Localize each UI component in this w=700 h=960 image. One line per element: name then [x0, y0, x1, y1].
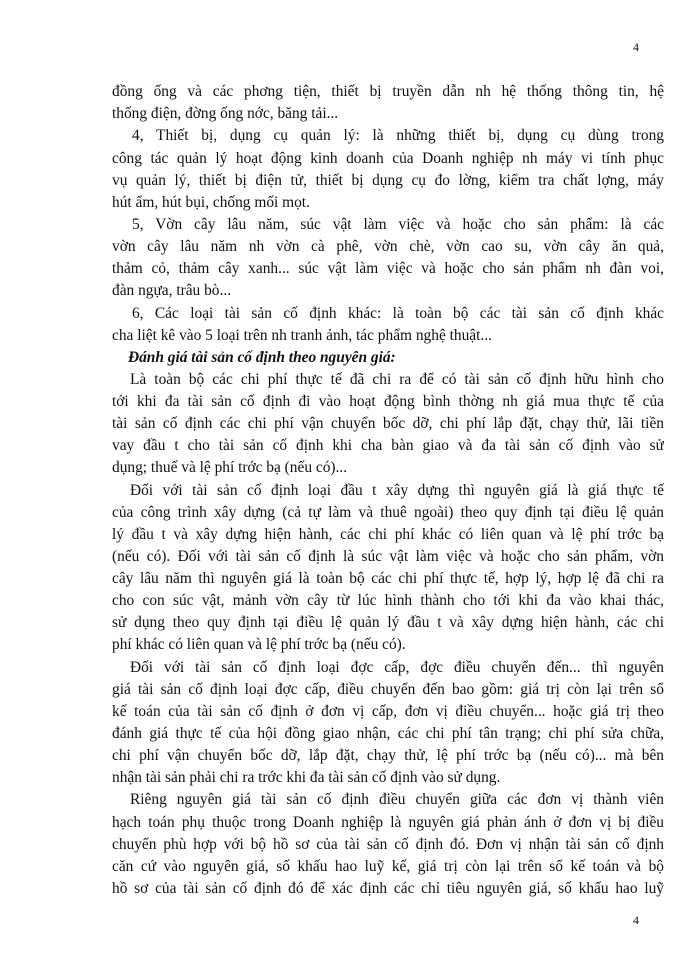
text-line: vờn cây lâu năm nh vờn cà phê, vờn chè, vờn cao su, vờn cây ăn quả, [112, 238, 664, 255]
text-line: hạch toán phụ thuộc trong Doanh nghiệp là nguyên giá phản ánh ở đơn vị bị điều [112, 814, 664, 831]
text-line: Là toàn bộ các chi phí thực tế đã chi ra để có tài sản cố định hữu hình cho [130, 371, 664, 388]
text-line: hút ẩm, hút bụi, chống mối mọt. [112, 194, 310, 211]
text-line: phí khác có liên quan và lệ phí trớc bạ (nếu có). [112, 636, 406, 653]
text-line: Đối với tài sản cố định loại đầu t xây dựng thì nguyên giá là giá thực tế [130, 482, 664, 499]
text-line: của công trình xây dựng (cả tự làm và thuê ngoài) theo quy định tại điều lệ quản [112, 504, 664, 521]
text-line: 6, Các loại tài sản cố định khác: là toàn bộ các tài sản cố định khác [132, 305, 664, 322]
text-line: chuyển phù hợp với bộ hồ sơ của tài sản cố định đó. Đơn vị nhận tài sản cố định [112, 836, 664, 853]
text-line: công tác quản lý hoạt động kinh doanh của Doanh nghiệp nh máy vi tính phục [112, 150, 664, 167]
text-line: sử dụng theo quy định tại điều lệ quản lý đầu t và xây dựng hiện hành, các chi [112, 614, 664, 631]
text-line: cha liệt kê vào 5 loại trên nh tranh ảnh, tác phẩm nghệ thuật... [112, 327, 492, 344]
text-line: đàn ngựa, trâu bò... [112, 282, 232, 299]
text-line: dụng; thuế và lệ phí trớc bạ (nếu có)... [112, 459, 348, 476]
section-heading: Đánh giá tài sản cố định theo nguyên giá: [128, 349, 396, 366]
text-line: (nếu có). Đối với tài sản cố định là súc vật làm việc và hoặc cho sản phẩm, vờn [112, 548, 664, 565]
text-line: thảm cỏ, thảm cây xanh... súc vật làm việc và hoặc cho sản phẩm nh đàn voi, [112, 260, 664, 277]
text-line: nhận tài sản phải chi ra trớc khi đa tài sản cố định vào sử dụng. [112, 769, 501, 786]
text-line: cho con súc vật, mảnh vờn cây từ lúc hình thành cho tới khi đa vào khai thác, [112, 592, 664, 609]
text-line: đồng ống và các phơng tiện, thiết bị truyền dẫn nh hệ thống thông tin, hệ [112, 83, 664, 100]
text-line: Đối với tài sản cố định loại đợc cấp, đợc điều chuyển đến... thì nguyên [130, 659, 664, 676]
text-line: vay đầu t cho tài sản cố định khi cha bàn giao và đa tài sản cố định vào sử [112, 437, 664, 454]
text-line: tài sản cố định các chi phí vận chuyển bốc dỡ, chi phí lắp đặt, chạy thử, lãi tiền [112, 415, 664, 432]
text-line: cây lâu năm thì nguyên giá là toàn bộ các chi phí thực tế, hợp lý, hợp lệ đã chi ra [112, 570, 664, 587]
text-line: tới khi đa tài sản cố định đi vào hoạt động bình thờng nh giá mua thực tế của [112, 393, 664, 410]
text-line: hồ sơ của tài sản cố định đó để xác định các chỉ tiêu nguyên giá, số khấu hao luỹ [112, 880, 664, 897]
text-line: đánh giá thực tế của hội đồng giao nhận, các chi phí tân trạng; chi phí sửa chữa, [112, 725, 664, 742]
page-number-top: 4 [633, 40, 639, 54]
text-line: 5, Vờn cây lâu năm, súc vật làm việc và hoặc cho sản phẩm: là các [132, 216, 664, 233]
text-line: vụ quản lý, thiết bị điện tử, thiết bị dụng cụ đo lờng, kiểm tra chất lợng, máy [112, 172, 664, 189]
text-line: thống điện, đờng ống nớc, băng tải... [112, 105, 339, 122]
page-number-bottom: 4 [633, 913, 639, 927]
text-line: giá tài sản cố định loại đợc cấp, điều chuyển đến bao gồm: giá trị còn lại trên sổ [112, 681, 664, 698]
text-line: chi phí vận chuyển bốc dỡ, lắp đặt, chạy thử, lệ phí trớc bạ (nếu có)... mà bên [112, 747, 664, 764]
text-line: căn cứ vào nguyên giá, số khấu hao luỹ kế, giá trị còn lại trên sổ kế toán và bộ [112, 858, 664, 875]
text-line: 4, Thiết bị, dụng cụ quản lý: là những thiết bị, dụng cụ dùng trong [132, 127, 664, 144]
text-line: Riêng nguyên giá tài sản cố định điều chuyển giữa các đơn vị thành viên [130, 791, 664, 808]
text-line: lý đầu t và xây dựng hiện hành, các chi phí khác có liên quan và lệ phí trớc bạ [112, 526, 664, 543]
text-line: kế toán của tài sản cố định ở đơn vị cấp, đơn vị điều chuyển... hoặc giá trị theo [112, 703, 664, 720]
